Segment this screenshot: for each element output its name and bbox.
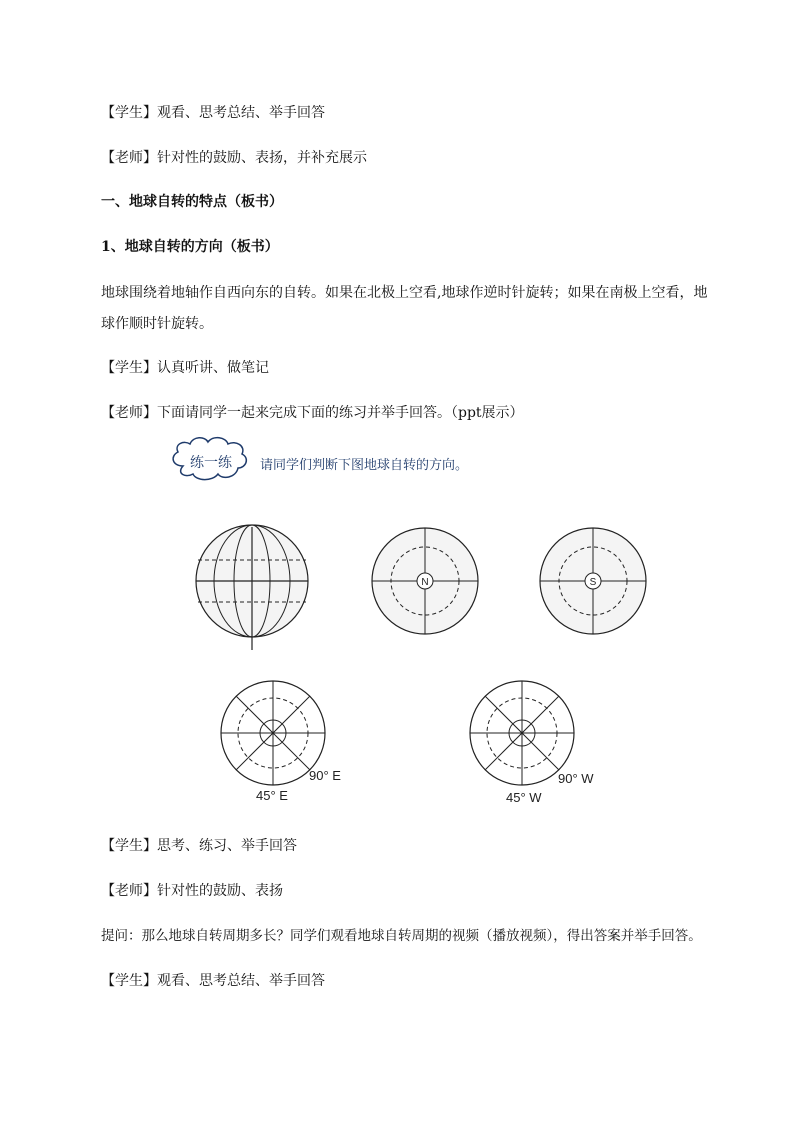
student-line-3: 【学生】思考、练习、举手回答 <box>101 838 297 854</box>
teacher-line-1: 【老师】针对性的鼓励、表扬，并补充展示 <box>101 150 367 166</box>
student-line-1: 【学生】观看、思考总结、举手回答 <box>101 105 325 121</box>
east-90-label: 90° E <box>309 768 341 783</box>
exercise-badge <box>173 438 246 480</box>
polar-west-figure <box>470 681 594 805</box>
globe-figure <box>196 525 308 650</box>
west-90-label: 90° W <box>558 771 594 786</box>
student-line-2: 【学生】认真听讲、做笔记 <box>101 360 269 376</box>
north-label: N <box>421 577 429 588</box>
teacher-line-2: 【老师】下面请同学一起来完成下面的练习并举手回答。（ppt展示） <box>101 405 524 421</box>
north-pole-figure <box>372 528 478 634</box>
south-label: S <box>589 577 597 588</box>
west-45-label: 45° W <box>506 790 542 805</box>
subsection-heading: 1、地球自转的方向（板书） <box>101 239 279 255</box>
teacher-line-3: 【老师】针对性的鼓励、表扬 <box>101 883 283 899</box>
east-45-label: 45° E <box>256 788 288 803</box>
south-pole-figure <box>540 528 646 634</box>
rotation-paragraph: 地球围绕着地轴作自西向东的自转。如果在北极上空看,地球作逆时针旋转；如果在南极上空看，地球作顺时针旋转。 <box>101 285 708 332</box>
exercise-prompt: 请同学们判断下图地球自转的方向。 <box>260 457 469 472</box>
student-line-4: 【学生】观看、思考总结、举手回答 <box>101 973 325 989</box>
question-line: 提问：那么地球自转周期多长？同学们观看地球自转周期的视频（播放视频），得出答案并举手回答。 <box>101 928 702 944</box>
exercise-badge-text: 练一练 <box>190 454 232 470</box>
section-heading: 一、地球自转的特点（板书） <box>101 194 283 210</box>
polar-east-figure <box>221 681 341 803</box>
